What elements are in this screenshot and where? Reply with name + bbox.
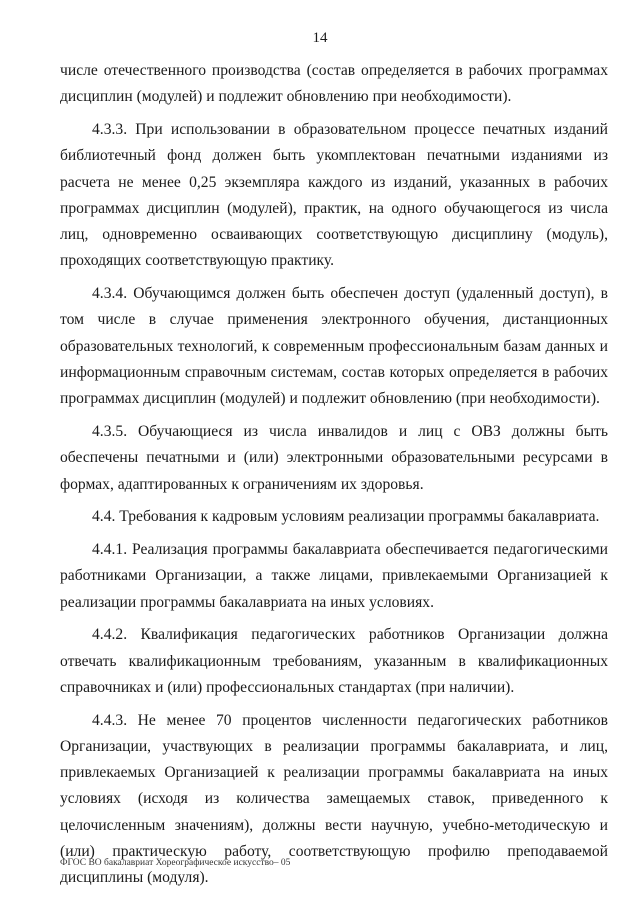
paragraph-4-4-1: 4.4.1. Реализация программы бакалавриата обеспечивается педагогическими работниками Организации, а также лицами, привлекаемыми Организацией к реализации программы бакалавриата на иных условиях. <box>60 541 608 611</box>
page-number: 14 <box>312 30 328 46</box>
paragraph-4-3-3: 4.3.3. При использовании в образовательном процессе печатных изданий библиотечный фонд должен быть укомплектован печатными изданиями из расчета не менее 0,25 экземпляра каждого из изданий, указанных в рабочих программах дисциплин (модулей), практик, на одного обучающегося из числа лиц, одновременно осваивающих соответствующую дисциплину (модуль), проходящих соответствующую практику. <box>60 120 608 270</box>
paragraph-4-3-4: 4.3.4. Обучающимся должен быть обеспечен доступ (удаленный доступ), в том числе в случае применения электронного обучения, дистанционных образовательных технологий, к современным профессиональным базам данных и информационным справочным системам, состав которых определяется в рабочих программах дисциплин (модулей) и подлежит обновлению (при необходимости). <box>60 285 608 408</box>
paragraph-continuation: числе отечественного производства (состав определяется в рабочих программах дисциплин (модулей) и подлежит обновлению при необходимости). <box>60 62 608 106</box>
paragraph-4-4-2: 4.4.2. Квалификация педагогических работников Организации должна отвечать квалификационным требованиям, указанным в квалификационных справочниках и (или) профессиональных стандартах (при наличии). <box>60 626 608 696</box>
page-footer: ФГОС ВО бакалавриат Хореографическое искусство– 05 <box>60 858 291 868</box>
paragraph-4-4-3: 4.4.3. Не менее 70 процентов численности педагогических работников Организации, участвующих в реализации программы бакалавриата, и лиц, привлекаемых Организацией к реализации программы бакалавриата на иных условиях (исходя из количества замещаемых ставок, приведенного к целочисленным значениям), должны вести научную, учебно-методическую и (или) практическую работу, соответствующую профилю преподаваемой дисциплины (модуля). <box>60 711 608 887</box>
paragraph-4-4: 4.4. Требования к кадровым условиям реализации программы бакалавриата. <box>92 508 600 526</box>
paragraph-4-3-5: 4.3.5. Обучающиеся из числа инвалидов и лиц с ОВЗ должны быть обеспечены печатными и (или) электронными образовательными ресурсами в формах, адаптированных к ограничениям их здоровья. <box>60 423 608 493</box>
body-text <box>60 58 608 898</box>
